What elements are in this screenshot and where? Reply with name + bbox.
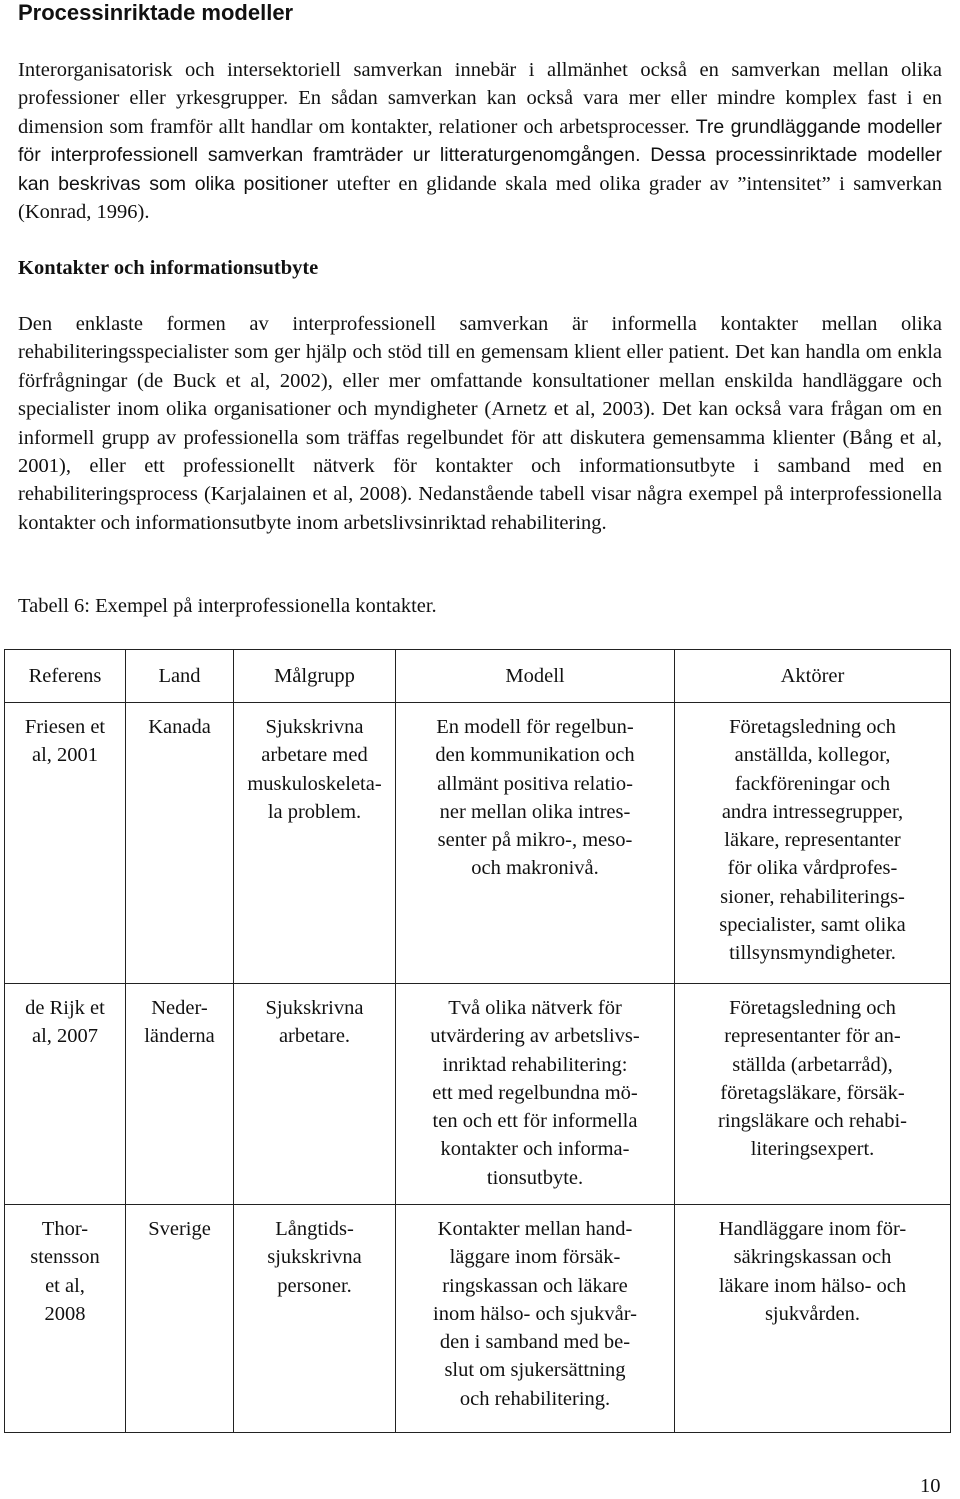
cell-line: andra intressegrupper, [721, 800, 904, 823]
cell-line: de Rijk et [25, 997, 105, 1019]
cell-line: arbetare med [261, 744, 368, 767]
header-land: Land [126, 650, 234, 703]
cell-line: ett med regelbundna mö- [432, 1081, 638, 1104]
cell-line: sjukvården. [764, 1302, 861, 1325]
cell-line: 2008 [44, 1302, 86, 1325]
cell-line: sjukskrivna [267, 1246, 362, 1269]
cell-malgrupp [234, 984, 396, 1205]
cell-modell [396, 984, 675, 1205]
cell-line: fackföreningar och [734, 772, 891, 795]
cell-line: säkringskassan och [733, 1246, 892, 1269]
intro-sentence-1: Interorganisatorisk och intersektoriell samverkan innebär i allmänhet också en samverkan mellan olika professioner eller yrkesgrupper. En sådan samverkan kan också vara mer eller mindre komplex fast i en dimension som framför allt handlar om kontakter, relationer och arbetsprocesser. [18, 59, 942, 138]
intro-paragraph [18, 56, 942, 226]
cell-line: al, 2001 [31, 744, 99, 767]
cell-line: al, 2007 [31, 1025, 99, 1048]
cell-line: Företagsledning och [729, 997, 896, 1019]
cell-line: och makronivå. [471, 857, 599, 880]
cell-modell [396, 703, 675, 984]
table-row [5, 984, 951, 1205]
cell-line: länderna [144, 1025, 215, 1048]
table-caption: Tabell 6: Exempel på interprofessionella kontakter. [18, 595, 437, 617]
cell-line: ställda (arbetarråd), [732, 1053, 893, 1076]
header-aktorer: Aktörer [675, 650, 951, 703]
cell-line: Neder- [151, 997, 208, 1019]
cell-line: Kontakter mellan hand- [437, 1218, 633, 1240]
examples-table [4, 649, 951, 1433]
cell-line: literingsexpert. [750, 1138, 875, 1161]
cell-referens [5, 984, 126, 1205]
cell-line: läggare inom försäk- [449, 1246, 621, 1269]
page-number: 10 [920, 1475, 941, 1497]
section-heading: Processinriktade modeller [18, 0, 294, 25]
cell-line: ten och ett för informella [432, 1110, 638, 1133]
cell-modell [396, 1205, 675, 1433]
cell-line: senter på mikro-, meso- [437, 829, 633, 852]
table-header-row [5, 650, 951, 703]
subsection-title: Kontakter och informationsutbyte [18, 257, 319, 279]
cell-land [126, 984, 234, 1205]
cell-line: arbetare. [278, 1025, 351, 1048]
header-referens: Referens [5, 650, 126, 703]
cell-aktorer [675, 1205, 951, 1433]
cell-line: och rehabilitering. [459, 1387, 611, 1410]
cell-line: ringsläkare och rehabi- [718, 1110, 907, 1133]
cell-land [126, 703, 234, 984]
cell-line: Långtids- [275, 1218, 354, 1240]
cell-malgrupp [234, 703, 396, 984]
cell-line: läkare, representanter [724, 829, 901, 852]
cell-line: Thor- [41, 1218, 89, 1240]
cell-line: inom hälso- och sjukvår- [433, 1302, 637, 1325]
subsection-body: Den enklaste formen av interprofessionell samverkan är informella kontakter mellan olika rehabiliteringsspecialister som ger hjälp och stöd till en gemensam klient eller patient. Det kan handla om enkla förfrågningar (de Buck et al, 2002), eller mer omfattande konsultationer mellan enskilda handläggare och specialister inom olika organisationer och myndigheter (Arnetz et al, 2003). Det kan också vara frågan om en informell grupp av professionella som träffas regelbundet för att diskutera gemensamma klienter (Bång et al, 2001), eller ett professionellt nätverk för kontakter och informationsutbyte i samband med en rehabiliteringsprocess (Karjalainen et al, 2008). Nedanstående tabell visar några exempel på interprofessionella kontakter och informationsutbyte inom arbetslivsinriktad rehabilitering. [18, 313, 942, 534]
cell-line: et al, [45, 1274, 85, 1297]
cell-line: la problem. [267, 800, 362, 823]
cell-line: Kanada [148, 716, 211, 738]
cell-line: Sverige [148, 1218, 211, 1240]
cell-line: Sjukskrivna [265, 997, 364, 1019]
cell-line: specialister, samt olika [719, 914, 906, 937]
cell-aktorer [675, 984, 951, 1205]
table-row [5, 703, 951, 984]
cell-line: representanter för an- [724, 1025, 901, 1048]
intro-sentence-2: Tre grundläggande modeller för interprofessionell samverkan framträder ur litteraturgenomgången. Dessa processinriktade modeller kan beskrivas som olika positioner [18, 115, 943, 195]
header-modell: Modell [396, 650, 675, 703]
cell-line: ner mellan olika intres- [439, 800, 631, 823]
cell-line: företagsläkare, försäk- [720, 1081, 905, 1104]
cell-line: personer. [277, 1274, 352, 1297]
cell-line: Företagsledning och [729, 716, 896, 738]
cell-line: Två olika nätverk för [448, 997, 622, 1019]
cell-line: för olika vårdprofes- [727, 857, 898, 880]
header-malgrupp: Målgrupp [234, 650, 396, 703]
cell-malgrupp [234, 1205, 396, 1433]
cell-line: den i samband med be- [439, 1331, 631, 1354]
intro-sentence-3: utefter en glidande skala med olika grader av ”intensitet” i samverkan (Konrad, 1996). [18, 172, 943, 224]
cell-line: läkare inom hälso- och [718, 1274, 907, 1297]
cell-line: kontakter och informa- [440, 1138, 630, 1161]
cell-land [126, 1205, 234, 1433]
cell-referens [5, 1205, 126, 1433]
cell-line: tillsynsmyndigheter. [729, 942, 896, 965]
cell-line: inriktad rehabilitering: [442, 1053, 628, 1076]
cell-line: Friesen et [24, 716, 106, 738]
cell-line: ringskassan och läkare [442, 1274, 628, 1297]
cell-line: slut om sjukersättning [444, 1359, 626, 1382]
cell-line: Sjukskrivna [265, 716, 364, 738]
table-row [5, 1205, 951, 1433]
cell-aktorer [675, 703, 951, 984]
cell-line: En modell för regelbun- [436, 716, 634, 738]
cell-line: utvärdering av arbetslivs- [430, 1025, 640, 1048]
cell-line: allmänt positiva relatio- [437, 772, 633, 795]
cell-line: muskuloskeleta- [247, 772, 382, 795]
cell-line: anställda, kollegor, [734, 744, 891, 767]
cell-line: den kommunikation och [435, 744, 635, 767]
cell-line: sioner, rehabiliterings- [720, 885, 905, 908]
cell-line: tionsutbyte. [486, 1166, 584, 1189]
cell-line: stensson [30, 1246, 100, 1269]
cell-line: Handläggare inom för- [718, 1218, 907, 1240]
cell-referens [5, 703, 126, 984]
